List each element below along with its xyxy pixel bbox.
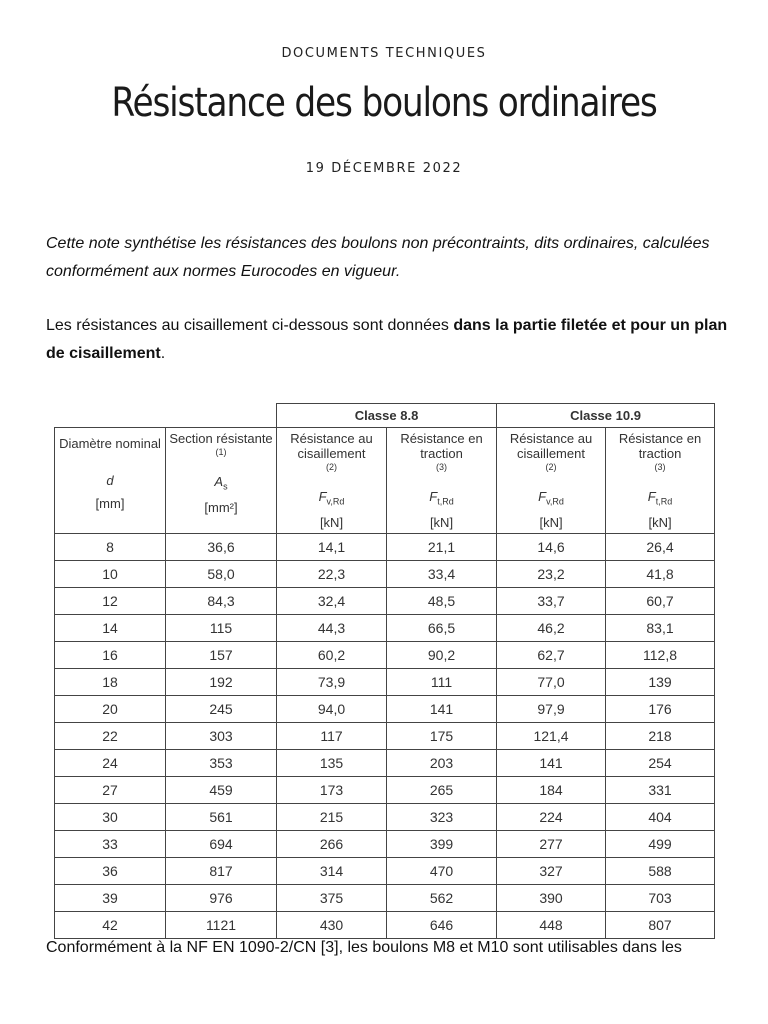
table-row xyxy=(55,695,715,722)
table-cell: 176 xyxy=(606,695,715,722)
table-cell: 327 xyxy=(497,857,606,884)
symbol-subscript: t,Rd xyxy=(437,496,454,507)
table-cell: 254 xyxy=(606,749,715,776)
column-header xyxy=(497,428,606,534)
table-cell: 646 xyxy=(387,911,497,938)
table-cell: 459 xyxy=(166,776,277,803)
table-cell: 111 xyxy=(387,668,497,695)
symbol-letter: A xyxy=(214,474,224,489)
column-unit: [kN] xyxy=(539,514,563,530)
table-cell: 115 xyxy=(166,614,277,641)
table-cell: 24 xyxy=(55,749,166,776)
table-cell: 184 xyxy=(497,776,606,803)
table-cell: 27 xyxy=(55,776,166,803)
column-label: Résistance en traction xyxy=(618,431,702,461)
table-cell: 21,1 xyxy=(387,533,497,560)
table-cell: 817 xyxy=(166,857,277,884)
after-table-paragraph: Conformément à la NF EN 1090-2/CN [3], les boulons M8 et M10 sont utilisables dans les xyxy=(46,939,682,956)
table-cell: 303 xyxy=(166,722,277,749)
class-group-row xyxy=(55,404,715,428)
page-title: Résistance des boulons ordinaires xyxy=(111,80,657,126)
column-label: Résistance au cisaillement xyxy=(290,431,373,461)
table-cell: 245 xyxy=(166,695,277,722)
column-label: Résistance en traction xyxy=(400,431,483,461)
symbol-subscript: v,Rd xyxy=(546,496,564,507)
table-cell: 60,2 xyxy=(277,641,387,668)
table-cell: 404 xyxy=(606,803,715,830)
table-cell: 23,2 xyxy=(497,560,606,587)
table-cell: 694 xyxy=(166,830,277,857)
table-cell: 141 xyxy=(387,695,497,722)
table-cell: 33 xyxy=(55,830,166,857)
intro-paragraph: Cette note synthétise les résistances des boulons non précontraints, dits ordinaires, calculées conformément aux normes Eurocodes en vigueur. xyxy=(46,235,710,280)
table-cell: 20 xyxy=(55,695,166,722)
table-cell: 135 xyxy=(277,749,387,776)
table-cell: 73,9 xyxy=(277,668,387,695)
column-header xyxy=(166,428,277,534)
table-row xyxy=(55,560,715,587)
shear-text-end: . xyxy=(160,345,166,362)
table-cell: 16 xyxy=(55,641,166,668)
table-cell: 66,5 xyxy=(387,614,497,641)
table-cell: 18 xyxy=(55,668,166,695)
table-cell: 33,4 xyxy=(387,560,497,587)
table-cell: 499 xyxy=(606,830,715,857)
column-label: Section résistante xyxy=(169,431,273,446)
table-cell: 561 xyxy=(166,803,277,830)
column-note: (1) xyxy=(215,447,227,457)
table-row xyxy=(55,614,715,641)
table-cell: 203 xyxy=(387,749,497,776)
table-row xyxy=(55,830,715,857)
column-note: (2) xyxy=(326,462,337,472)
table-cell: 14,1 xyxy=(277,533,387,560)
table-cell: 390 xyxy=(497,884,606,911)
table-cell: 314 xyxy=(277,857,387,884)
shear-text: Les résistances au cisaillement ci-dessous sont données xyxy=(46,317,454,334)
column-header-row xyxy=(55,428,715,534)
group-blank xyxy=(55,404,277,428)
table-cell: 36 xyxy=(55,857,166,884)
table-cell: 46,2 xyxy=(497,614,606,641)
table-cell: 430 xyxy=(277,911,387,938)
table-cell: 353 xyxy=(166,749,277,776)
shear-emphasis: dans la partie filetée et pour un plan de cisaillement xyxy=(46,317,728,362)
table-cell: 112,8 xyxy=(606,641,715,668)
column-symbol xyxy=(606,489,714,507)
column-unit: [kN] xyxy=(648,514,672,530)
table-cell: 62,7 xyxy=(497,641,606,668)
symbol-subscript: v,Rd xyxy=(326,496,345,507)
table-row xyxy=(55,803,715,830)
table-cell: 10 xyxy=(55,560,166,587)
bolt-resistance-table xyxy=(54,403,715,939)
table-cell: 84,3 xyxy=(166,587,277,614)
table-cell: 375 xyxy=(277,884,387,911)
column-note: (3) xyxy=(654,462,666,472)
table-cell: 703 xyxy=(606,884,715,911)
table-cell: 139 xyxy=(606,668,715,695)
table-cell: 60,7 xyxy=(606,587,715,614)
column-header xyxy=(55,428,166,534)
bolt-resistance-table-image xyxy=(54,403,714,939)
table-cell: 175 xyxy=(387,722,497,749)
column-note: (2) xyxy=(545,462,557,472)
table-cell: 94,0 xyxy=(277,695,387,722)
table-cell: 77,0 xyxy=(497,668,606,695)
table-cell: 26,4 xyxy=(606,533,715,560)
table-row xyxy=(55,722,715,749)
table-row xyxy=(55,533,715,560)
table-cell: 265 xyxy=(387,776,497,803)
column-header xyxy=(387,428,497,534)
symbol-subscript: s xyxy=(223,481,228,492)
table-cell: 218 xyxy=(606,722,715,749)
table-cell: 562 xyxy=(387,884,497,911)
column-header xyxy=(277,428,387,534)
table-row xyxy=(55,668,715,695)
table-body xyxy=(55,533,715,938)
table-cell: 41,8 xyxy=(606,560,715,587)
table-cell: 331 xyxy=(606,776,715,803)
table-row xyxy=(55,749,715,776)
table-cell: 48,5 xyxy=(387,587,497,614)
table-cell: 399 xyxy=(387,830,497,857)
column-unit: [kN] xyxy=(429,514,454,530)
post-category[interactable]: DOCUMENTS TECHNIQUES xyxy=(281,46,487,61)
table-cell: 224 xyxy=(497,803,606,830)
table-cell: 90,2 xyxy=(387,641,497,668)
column-label: Diamètre nominal xyxy=(59,436,161,451)
symbol-letter: d xyxy=(106,473,114,488)
column-note: (3) xyxy=(436,462,447,472)
table-row xyxy=(55,776,715,803)
column-symbol xyxy=(497,489,605,507)
shear-paragraph xyxy=(46,312,736,368)
table-cell: 33,7 xyxy=(497,587,606,614)
table-cell: 22 xyxy=(55,722,166,749)
column-symbol xyxy=(387,489,496,507)
table-row xyxy=(55,641,715,668)
group-class-8-8: Classe 8.8 xyxy=(277,404,497,428)
table-cell: 14 xyxy=(55,614,166,641)
column-symbol xyxy=(277,489,386,507)
column-unit: [kN] xyxy=(319,514,344,530)
column-unit: [mm²] xyxy=(204,499,238,515)
table-cell: 39 xyxy=(55,884,166,911)
symbol-letter: F xyxy=(538,489,547,504)
table-cell: 42 xyxy=(55,911,166,938)
post-date: 19 DÉCEMBRE 2022 xyxy=(305,161,463,176)
symbol-letter: F xyxy=(318,489,327,504)
table-cell: 36,6 xyxy=(166,533,277,560)
table-row xyxy=(55,587,715,614)
column-header xyxy=(606,428,715,534)
group-class-10-9: Classe 10.9 xyxy=(497,404,715,428)
table-cell: 14,6 xyxy=(497,533,606,560)
table-cell: 22,3 xyxy=(277,560,387,587)
table-cell: 976 xyxy=(166,884,277,911)
table-cell: 44,3 xyxy=(277,614,387,641)
table-cell: 141 xyxy=(497,749,606,776)
table-cell: 8 xyxy=(55,533,166,560)
table-cell: 807 xyxy=(606,911,715,938)
symbol-letter: F xyxy=(647,489,656,504)
symbol-letter: F xyxy=(429,489,438,504)
table-cell: 12 xyxy=(55,587,166,614)
table-cell: 173 xyxy=(277,776,387,803)
table-cell: 97,9 xyxy=(497,695,606,722)
table-cell: 266 xyxy=(277,830,387,857)
table-cell: 157 xyxy=(166,641,277,668)
table-cell: 192 xyxy=(166,668,277,695)
table-cell: 83,1 xyxy=(606,614,715,641)
table-cell: 588 xyxy=(606,857,715,884)
table-cell: 121,4 xyxy=(497,722,606,749)
table-row xyxy=(55,884,715,911)
table-cell: 117 xyxy=(277,722,387,749)
symbol-subscript: t,Rd xyxy=(655,496,673,507)
table-cell: 1121 xyxy=(166,911,277,938)
table-cell: 470 xyxy=(387,857,497,884)
table-cell: 323 xyxy=(387,803,497,830)
table-cell: 30 xyxy=(55,803,166,830)
column-symbol xyxy=(55,473,165,488)
table-cell: 58,0 xyxy=(166,560,277,587)
column-unit: [mm] xyxy=(95,496,125,511)
column-symbol xyxy=(166,474,276,492)
table-cell: 215 xyxy=(277,803,387,830)
column-label: Résistance au cisaillement xyxy=(509,431,593,461)
table-cell: 277 xyxy=(497,830,606,857)
table-cell: 448 xyxy=(497,911,606,938)
table-cell: 32,4 xyxy=(277,587,387,614)
table-row xyxy=(55,857,715,884)
